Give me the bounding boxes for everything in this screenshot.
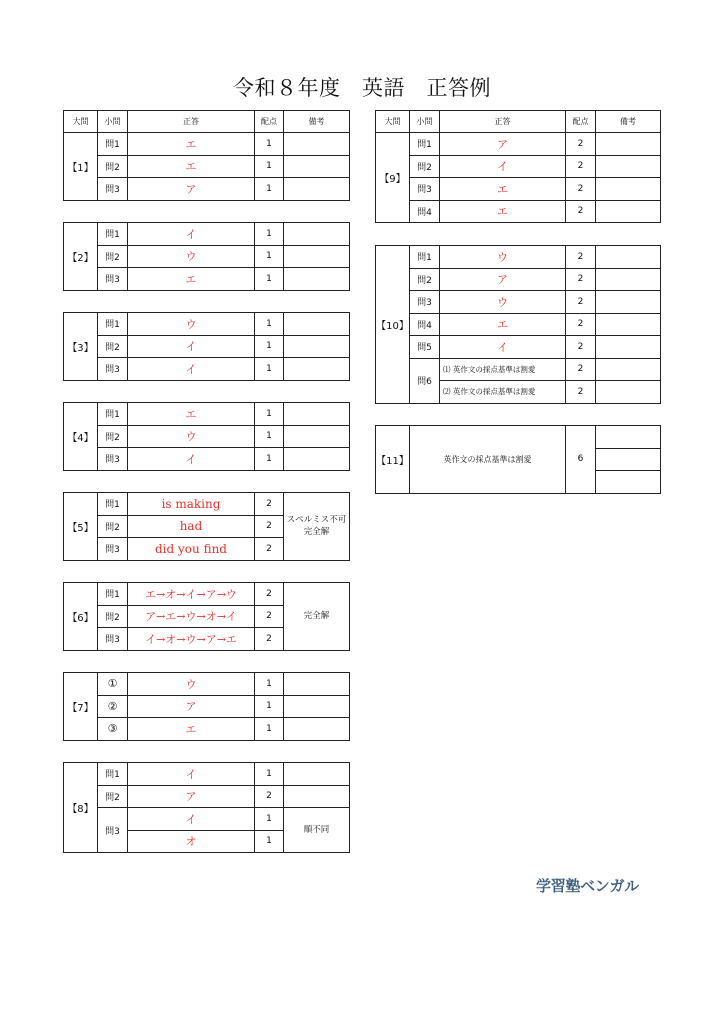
answer-table-q8 [63, 762, 350, 853]
header-remarks: 備考 [596, 111, 661, 133]
table-row [64, 313, 350, 336]
answer: イ [128, 335, 255, 358]
answer: ウ [440, 291, 566, 314]
points: 1 [255, 245, 284, 268]
table-row [64, 695, 350, 718]
answer: エ [128, 268, 255, 291]
sub-question-label: 問3 [98, 268, 128, 291]
remarks-cell: 完全解 [284, 583, 350, 651]
points: 1 [255, 155, 284, 178]
sub-question-label: 問3 [98, 358, 128, 381]
page-title: 令和８年度 英語 正答例 [233, 76, 491, 100]
table-row [64, 718, 350, 741]
answer: イ [128, 223, 255, 246]
header-correct-answer: 正答 [440, 111, 566, 133]
answer: ウ [128, 673, 255, 696]
sub-question-label: 問2 [98, 515, 128, 538]
sub-question-label: ② [98, 695, 128, 718]
table-row [64, 268, 350, 291]
sub-question-label: 問5 [410, 336, 440, 359]
remarks-cell [284, 673, 350, 696]
table-row [376, 268, 661, 291]
answer: エ [440, 313, 566, 336]
sub-question-label: 問1 [98, 493, 128, 516]
points: 2 [566, 178, 596, 201]
sub-question-label: 問3 [98, 448, 128, 471]
points: 2 [255, 515, 284, 538]
points: 1 [255, 830, 284, 853]
table-row [64, 223, 350, 246]
header-sub-question: 小問 [410, 111, 440, 133]
answer: エ→オ→イ→ア→ウ [128, 583, 255, 606]
points: 6 [566, 426, 596, 494]
table-row [376, 291, 661, 314]
sub-question-label: 問1 [98, 133, 128, 156]
remarks-cell [284, 245, 350, 268]
answer: オ [128, 830, 255, 853]
answer: ⑵ 英作文の採点基準は割愛 [440, 381, 566, 404]
answer: ア [128, 178, 255, 201]
remarks-text: スペルミス不可 [286, 515, 347, 526]
header-major-question: 大問 [376, 111, 410, 133]
major-question-label: 【8】 [64, 763, 98, 853]
remarks-cell [596, 291, 661, 314]
points: 1 [255, 178, 284, 201]
sub-question-label: 問4 [410, 200, 440, 223]
sub-question-label: 問2 [98, 155, 128, 178]
points: 1 [255, 763, 284, 786]
sub-question-label: 問2 [410, 155, 440, 178]
remarks-cell [596, 336, 661, 359]
answer: ウ [128, 245, 255, 268]
points: 1 [255, 268, 284, 291]
major-question-label: 【10】 [376, 246, 410, 404]
remarks-cell [284, 223, 350, 246]
remarks-cell [284, 718, 350, 741]
sub-question-label: 問6 [410, 358, 440, 403]
sub-question-label: 問3 [98, 808, 128, 853]
points: 2 [566, 381, 596, 404]
table-row [64, 425, 350, 448]
remarks-cell [284, 268, 350, 291]
remarks-cell [284, 403, 350, 426]
answer: エ [440, 200, 566, 223]
answer: エ [128, 133, 255, 156]
sub-question-label: ① [98, 673, 128, 696]
sub-question-label: 問1 [98, 313, 128, 336]
sub-question-label: ③ [98, 718, 128, 741]
sub-question-label: 問1 [98, 403, 128, 426]
answer-table-q10 [375, 245, 661, 404]
answer: ウ [440, 246, 566, 269]
table-row [64, 448, 350, 471]
answer: ⑴ 英作文の採点基準は割愛 [440, 358, 566, 381]
sub-question-label: 問3 [410, 178, 440, 201]
header-correct-answer: 正答 [128, 111, 255, 133]
answer-table-q5 [63, 492, 350, 561]
major-question-label: 【7】 [64, 673, 98, 741]
table-row [376, 358, 661, 381]
sub-question-label: 問4 [410, 313, 440, 336]
remarks-cell [284, 763, 350, 786]
points: 1 [255, 695, 284, 718]
remarks-cell [596, 200, 661, 223]
remarks-cell [284, 178, 350, 201]
table-row [64, 785, 350, 808]
points: 2 [566, 246, 596, 269]
answer: ア [440, 133, 566, 156]
remarks-cell: 順不同 [284, 808, 350, 853]
header-points: 配点 [566, 111, 596, 133]
remarks-cell [596, 381, 661, 404]
remarks-cell [596, 178, 661, 201]
major-question-label: 【6】 [64, 583, 98, 651]
points: 2 [255, 538, 284, 561]
answer-table-q2 [63, 222, 350, 291]
answer: 英作文の採点基準は割愛 [410, 426, 566, 494]
remarks-cell [284, 155, 350, 178]
answer: is making [128, 493, 255, 516]
remarks-cell [596, 471, 661, 494]
answer: had [128, 515, 255, 538]
header-sub-question: 小問 [98, 111, 128, 133]
sub-question-label: 問2 [98, 425, 128, 448]
table-row [64, 583, 350, 606]
answer: エ [128, 718, 255, 741]
points: 2 [255, 628, 284, 651]
table-row [64, 358, 350, 381]
header-major-question: 大問 [64, 111, 98, 133]
points: 1 [255, 808, 284, 831]
header-row [64, 111, 350, 133]
sub-question-label: 問2 [98, 245, 128, 268]
points: 1 [255, 718, 284, 741]
points: 2 [566, 291, 596, 314]
answer-table-q1 [63, 110, 350, 201]
answer-table-q9 [375, 110, 661, 223]
table-row [64, 763, 350, 786]
sub-question-label: 問3 [98, 538, 128, 561]
table-row [64, 493, 350, 516]
points: 2 [566, 313, 596, 336]
answer: エ [440, 178, 566, 201]
sub-question-label: 問3 [98, 628, 128, 651]
major-question-label: 【3】 [64, 313, 98, 381]
remarks-cell [284, 358, 350, 381]
points: 2 [566, 336, 596, 359]
remarks-cell [284, 695, 350, 718]
table-row [376, 426, 661, 449]
remarks-cell [284, 425, 350, 448]
answer: ア [128, 785, 255, 808]
answer-table-q6 [63, 582, 350, 651]
remarks-cell [596, 426, 661, 449]
table-row [376, 200, 661, 223]
major-question-label: 【2】 [64, 223, 98, 291]
points: 1 [255, 403, 284, 426]
answer-table-q4 [63, 402, 350, 471]
table-row [64, 335, 350, 358]
sub-question-label: 問1 [98, 223, 128, 246]
answer: ア [128, 695, 255, 718]
points: 2 [255, 605, 284, 628]
table-row [376, 133, 661, 156]
sub-question-label: 問2 [98, 785, 128, 808]
remarks-text: 完全解 [303, 527, 330, 538]
answer: イ [440, 155, 566, 178]
points: 2 [255, 583, 284, 606]
points: 2 [566, 200, 596, 223]
answer: イ [128, 358, 255, 381]
points: 1 [255, 425, 284, 448]
points: 1 [255, 133, 284, 156]
points: 1 [255, 313, 284, 336]
points: 1 [255, 448, 284, 471]
answer: ア→エ→ウ→オ→イ [128, 605, 255, 628]
points: 2 [255, 493, 284, 516]
points: 1 [255, 335, 284, 358]
sub-question-label: 問1 [98, 763, 128, 786]
major-question-label: 【9】 [376, 133, 410, 223]
table-row [64, 403, 350, 426]
answer: イ→オ→ウ→ア→エ [128, 628, 255, 651]
major-question-label: 【5】 [64, 493, 98, 561]
answer: ウ [128, 425, 255, 448]
remarks-cell [596, 268, 661, 291]
sub-question-label: 問1 [410, 133, 440, 156]
points: 1 [255, 223, 284, 246]
points: 2 [566, 358, 596, 381]
table-row [64, 673, 350, 696]
answer-table-q3 [63, 312, 350, 381]
header-points: 配点 [255, 111, 284, 133]
answer: エ [128, 155, 255, 178]
remarks-cell [284, 133, 350, 156]
answer-table-q11 [375, 425, 661, 494]
table-row [64, 133, 350, 156]
answer: ア [440, 268, 566, 291]
answer: did you find [128, 538, 255, 561]
header-remarks: 備考 [284, 111, 350, 133]
remarks-cell [596, 313, 661, 336]
sub-question-label: 問2 [98, 605, 128, 628]
points: 2 [566, 133, 596, 156]
header-row [376, 111, 661, 133]
remarks-cell [284, 785, 350, 808]
sub-question-label: 問1 [410, 246, 440, 269]
sub-question-label: 問3 [410, 291, 440, 314]
sub-question-label: 問3 [98, 178, 128, 201]
table-row [64, 808, 350, 831]
table-row [376, 178, 661, 201]
remarks-cell [284, 493, 350, 561]
remarks-cell [596, 133, 661, 156]
remarks-cell [284, 448, 350, 471]
remarks-cell [596, 246, 661, 269]
table-row [64, 245, 350, 268]
major-question-label: 【4】 [64, 403, 98, 471]
points: 1 [255, 673, 284, 696]
table-row [64, 178, 350, 201]
remarks-cell [284, 335, 350, 358]
table-row [64, 155, 350, 178]
points: 2 [566, 268, 596, 291]
sub-question-label: 問2 [410, 268, 440, 291]
remarks-cell [596, 155, 661, 178]
answer: イ [128, 808, 255, 831]
answer-table-q7 [63, 672, 350, 741]
points: 2 [255, 785, 284, 808]
major-question-label: 【1】 [64, 133, 98, 201]
answer: ウ [128, 313, 255, 336]
remarks-cell [596, 358, 661, 381]
answer: イ [128, 448, 255, 471]
table-row [376, 336, 661, 359]
remarks-cell [596, 448, 661, 471]
answer: イ [440, 336, 566, 359]
answer: エ [128, 403, 255, 426]
table-row [376, 313, 661, 336]
sub-question-label: 問2 [98, 335, 128, 358]
table-row [376, 155, 661, 178]
remarks-cell [284, 313, 350, 336]
answer: イ [128, 763, 255, 786]
points: 2 [566, 155, 596, 178]
table-row [376, 246, 661, 269]
points: 1 [255, 358, 284, 381]
brand-logo: 学習塾ベンガル [536, 877, 639, 895]
sub-question-label: 問1 [98, 583, 128, 606]
major-question-label: 【11】 [376, 426, 410, 494]
